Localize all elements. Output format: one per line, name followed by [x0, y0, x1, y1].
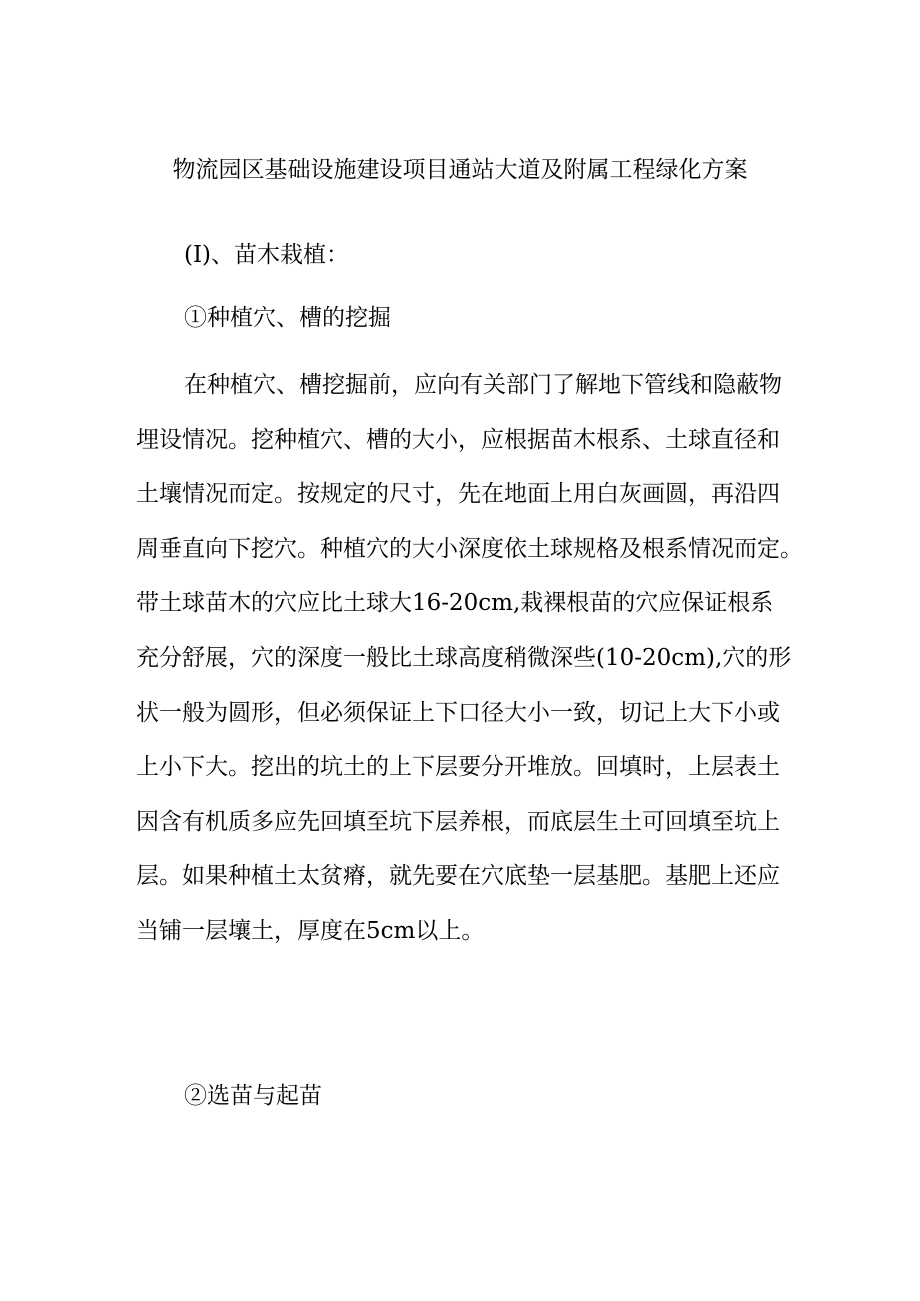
paragraph-line: 充分舒展，穴的深度一般比土球高度稍微深些(10-20cm),穴的形: [136, 644, 792, 671]
subsection-heading-1: ①种植穴、槽的挖掘: [184, 305, 391, 331]
paragraph-line: 土壤情况而定。按规定的尺寸，先在地面上用白灰画圆，再沿四: [136, 481, 780, 508]
document-title: 物流园区基础设施建设项目通站大道及附属工程绿化方案: [172, 157, 748, 183]
paragraph-line: 上小下大。挖出的坑土的上下层要分开堆放。回填时，上层表土: [136, 754, 780, 781]
body-paragraph: [136, 367, 803, 968]
paragraph-line: 因含有机质多应先回填至坑下层养根，而底层生土可回填至坑上: [136, 808, 780, 835]
section-heading: (I)、苗木栽植：: [184, 242, 350, 268]
paragraph-line: 埋设情况。挖种植穴、槽的大小，应根据苗木根系、土球直径和: [136, 426, 780, 453]
subsection-heading-2: ②选苗与起苗: [184, 1083, 322, 1109]
paragraph-line: 带土球苗木的穴应比土球大16-20cm,栽裸根苗的穴应保证根系: [136, 590, 774, 617]
paragraph-line: 状一般为圆形，但必须保证上下口径大小一致，切记上大下小或: [136, 699, 780, 726]
paragraph-line: 当铺一层壤土，厚度在5cm以上。: [136, 917, 485, 944]
paragraph-line: 层。如果种植土太贫瘠，就先要在穴底垫一层基肥。基肥上还应: [136, 863, 780, 890]
paragraph-line: 周垂直向下挖穴。种植穴的大小深度依土球规格及根系情况而定。: [136, 535, 803, 562]
paragraph-line: 在种植穴、槽挖掘前，应向有关部门了解地下管线和隐蔽物: [184, 372, 782, 398]
